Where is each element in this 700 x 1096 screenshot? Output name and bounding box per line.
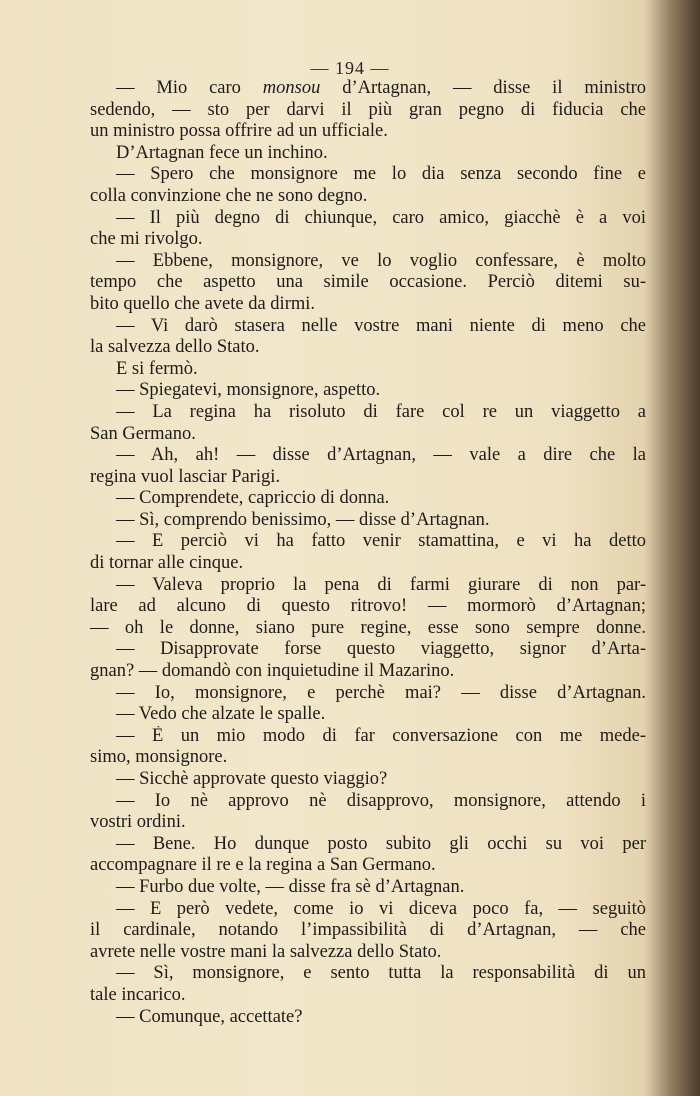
- text-line: colla convinzione che ne sono degno.: [90, 185, 368, 206]
- text-line: — Furbo due volte, — disse fra sè d’Artagnan.: [116, 876, 465, 897]
- text-line: San Germano.: [90, 423, 196, 444]
- text-line: sedendo, — sto per darvi il più gran pegno di fiducia che: [90, 99, 646, 120]
- text-line: — Valeva proprio la pena di farmi giurare di non par-: [116, 574, 646, 595]
- text-line: simo, monsignore.: [90, 747, 228, 768]
- text-line: — Io, monsignore, e perchè mai? — disse d’Artagnan.: [116, 682, 646, 703]
- text-line: — Comprendete, capriccio di donna.: [116, 488, 390, 509]
- text-line: — Ebbene, monsignore, ve lo voglio confessare, è molto: [116, 250, 646, 271]
- text-line: — È un mio modo di far conversazione con me mede-: [116, 725, 646, 746]
- text-line: accompagnare il re e la regina a San Germano.: [90, 855, 436, 876]
- text-line: — Vi darò stasera nelle vostre mani niente di meno che: [116, 315, 646, 336]
- text-line: lare ad alcuno di questo ritrovo! — mormorò d’Artagnan;: [90, 596, 646, 617]
- text-line: bito quello che avete da dirmi.: [90, 293, 316, 314]
- text-line: — Disapprovate forse questo viaggetto, signor d’Arta-: [116, 639, 646, 660]
- text-line: E si fermò.: [116, 358, 198, 379]
- text-line: — Sicchè approvate questo viaggio?: [116, 769, 388, 789]
- text-line: — Vedo che alzate le spalle.: [116, 704, 326, 725]
- text-line: gnan? — domandò con inquietudine il Mazarino.: [90, 661, 455, 682]
- text-line: tale incarico.: [90, 984, 186, 1005]
- body-text: [90, 78, 646, 1028]
- text-line: D’Artagnan fece un inchino.: [116, 142, 328, 163]
- text-line: la salvezza dello Stato.: [90, 337, 260, 358]
- text-line: di tornar alle cinque.: [90, 553, 244, 574]
- text-line: — oh le donne, siano pure regine, esse sono sempre donne.: [90, 617, 646, 638]
- text-line: — E però vedete, come io vi diceva poco fa, — seguitò: [116, 898, 646, 919]
- text-line: avrete nelle vostre mani la salvezza dello Stato.: [90, 941, 442, 962]
- text-line: tempo che aspetto una simile occasione. Perciò ditemi su-: [90, 272, 646, 293]
- text-line: — E perciò vi ha fatto venir stamattina, e vi ha detto: [116, 531, 646, 552]
- text-line: — Bene. Ho dunque posto subito gli occhi su voi per: [116, 833, 646, 854]
- text-line: — Il più degno di chiunque, caro amico, giacchè è a voi: [116, 207, 646, 228]
- text-line: — Sì, monsignore, e sento tutta la responsabilità di un: [116, 963, 646, 984]
- text-line: vostri ordini.: [90, 812, 186, 833]
- text-line: — Io nè approvo nè disapprovo, monsignore, attendo i: [116, 790, 646, 811]
- text-line: — Sì, comprendo benissimo, — disse d’Artagnan.: [116, 509, 490, 530]
- text-line: regina vuol lasciar Parigi.: [90, 466, 281, 487]
- text-line: — La regina ha risoluto di fare col re un viaggetto a: [116, 401, 646, 422]
- text-line: un ministro possa offrire ad un ufficiale.: [90, 121, 388, 142]
- text-line: — Spiegatevi, monsignore, aspetto.: [116, 380, 381, 401]
- text-line: — Ah, ah! — disse d’Artagnan, — vale a dire che la: [116, 445, 646, 466]
- page-number: — 194 —: [310, 58, 390, 78]
- text-line: che mi rivolgo.: [90, 229, 203, 250]
- text-line: il cardinale, notando l’impassibilità di d’Artagnan, — che: [90, 920, 646, 941]
- text-line: — Comunque, accettate?: [116, 1006, 303, 1027]
- text-line: — Mio caro monsou d’Artagnan, — disse il ministro: [116, 78, 646, 98]
- text-line: — Spero che monsignore me lo dia senza secondo fine e: [116, 164, 646, 185]
